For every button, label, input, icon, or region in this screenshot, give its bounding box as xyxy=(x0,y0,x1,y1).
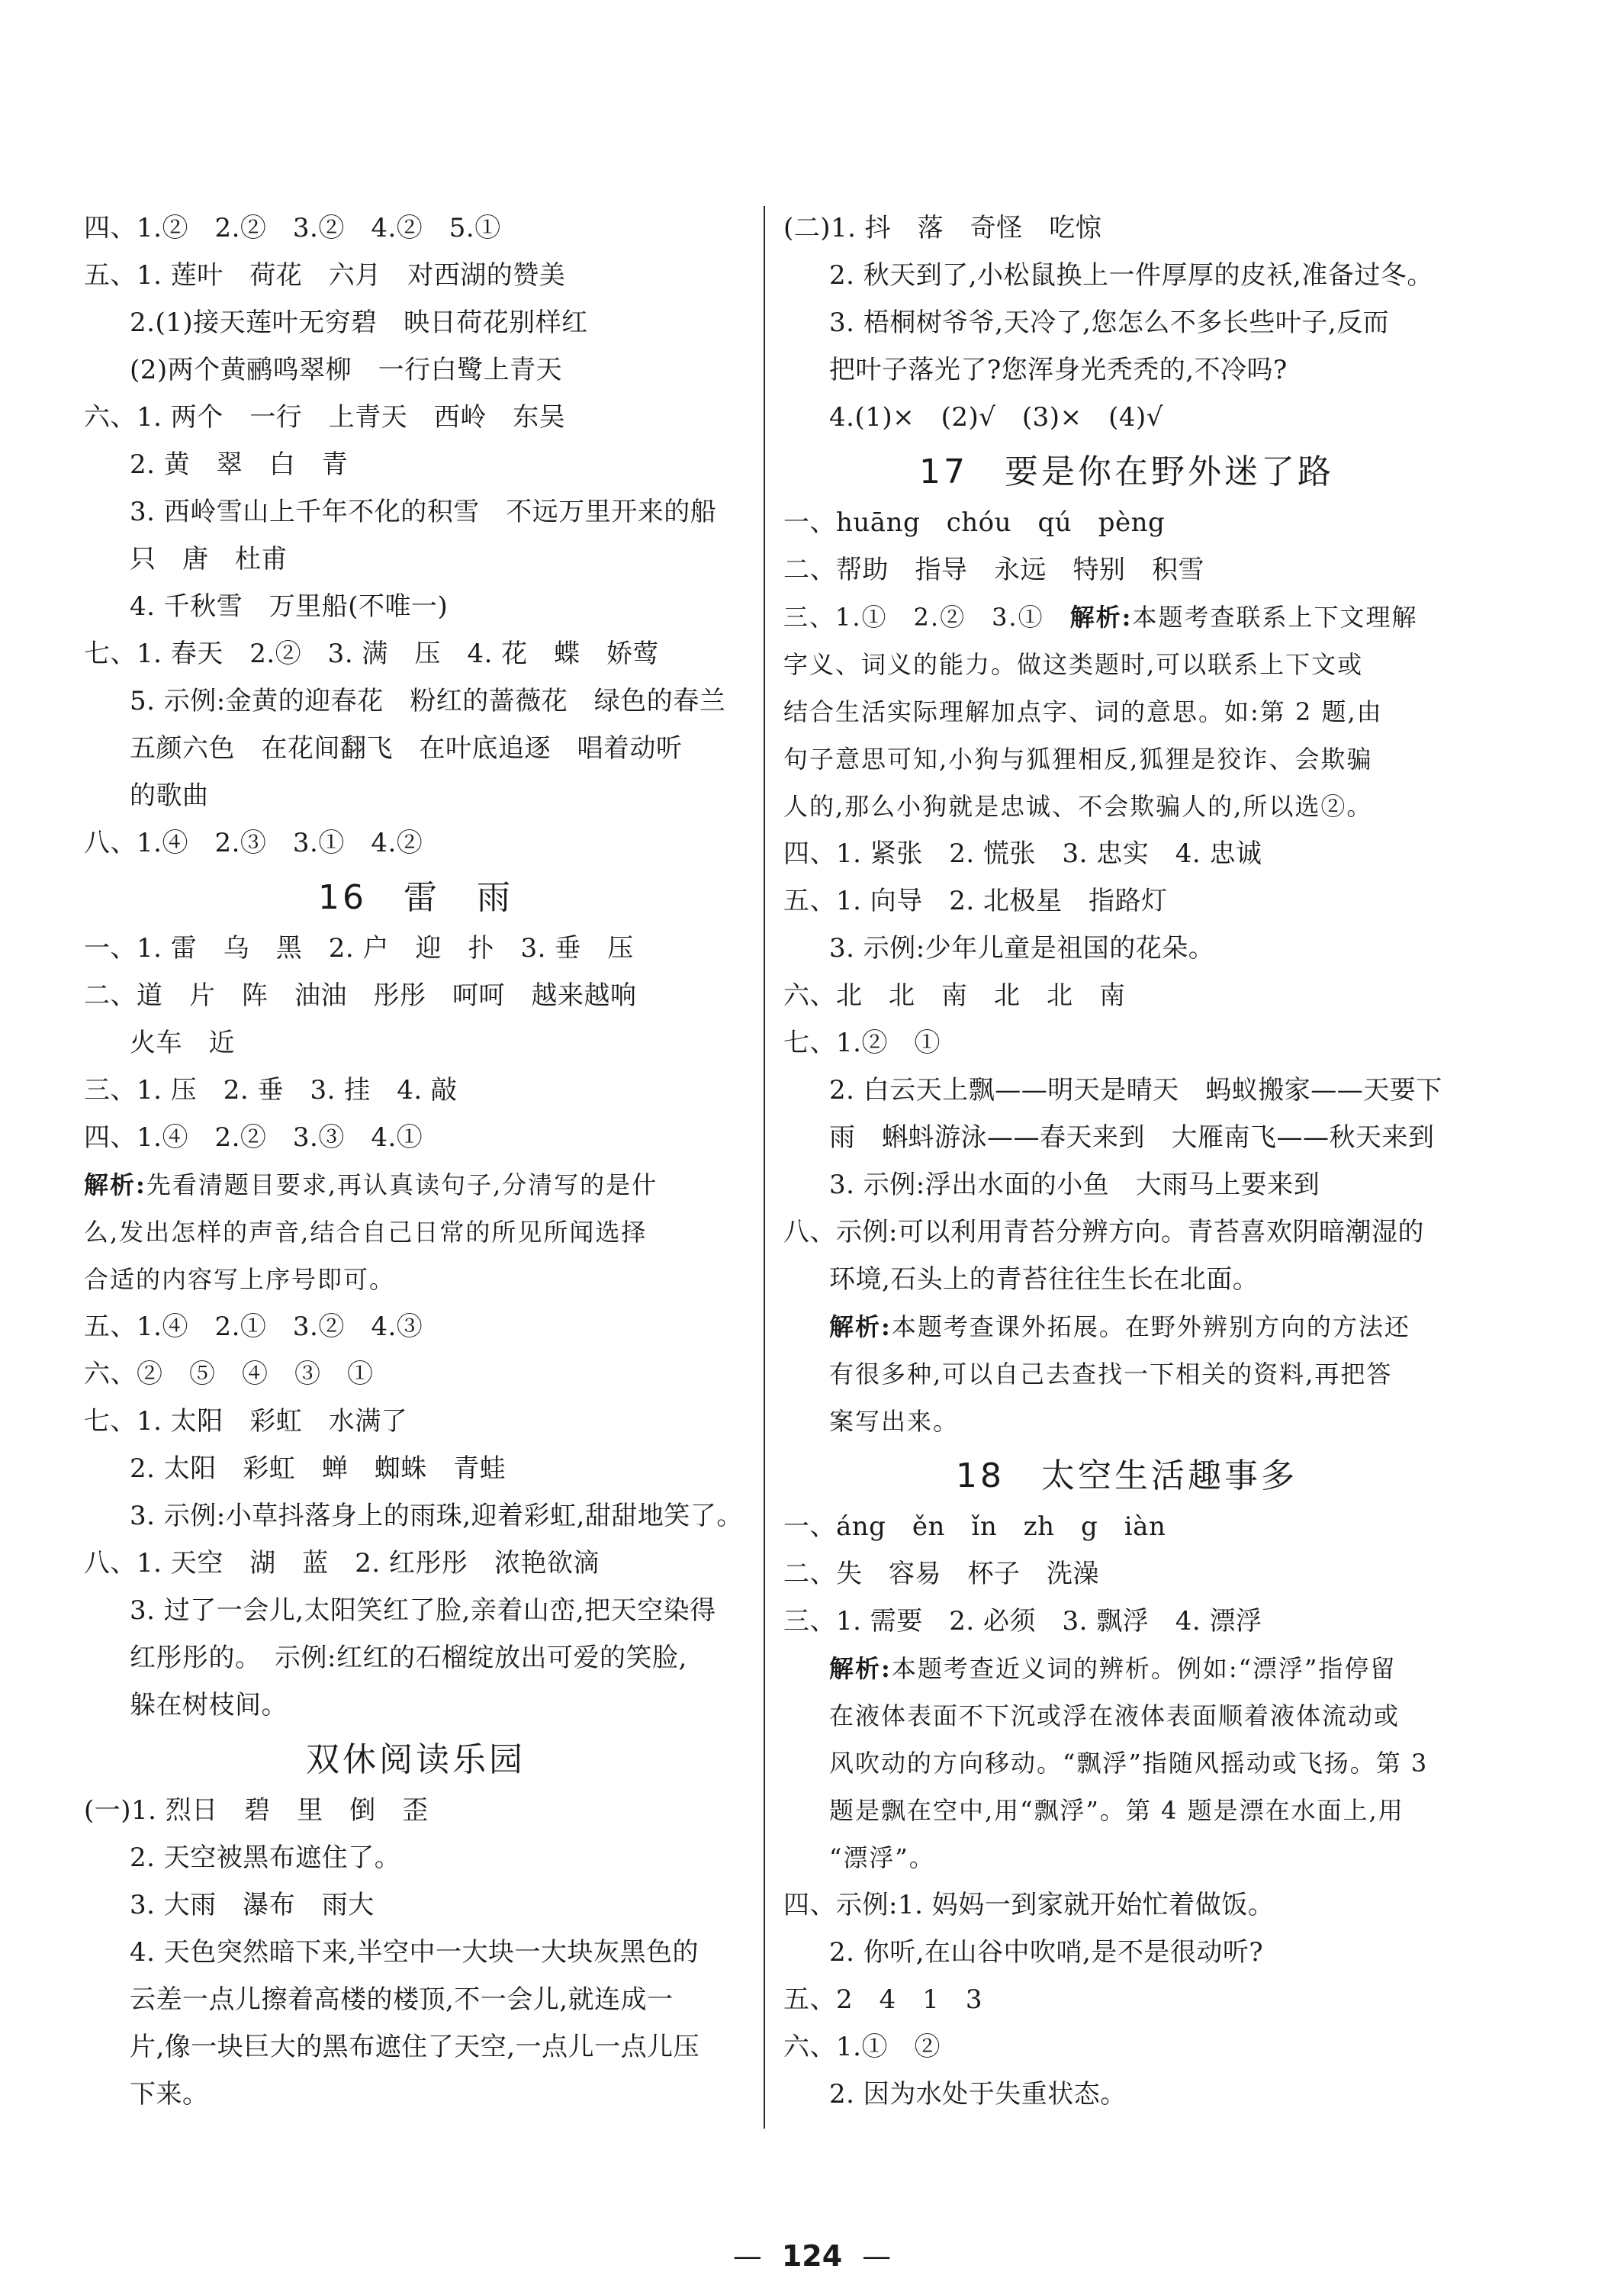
answer-line: 一、1. 雷 乌 黑 2. 户 迎 扑 3. 垂 压 xyxy=(84,933,634,964)
answer-line: (2)两个黄鹂鸣翠柳 一行白鹭上青天 xyxy=(130,355,563,385)
explanation-line: 字义、词义的能力。做这类题时,可以联系上下文或 xyxy=(783,650,1364,679)
explanation-label: 解析: xyxy=(84,1170,146,1199)
answer-line: 七、1. 春天 2.② 3. 满 压 4. 花 蝶 娇莺 xyxy=(84,639,660,669)
answer-line: 躲在树枝间。 xyxy=(130,1690,288,1720)
answer-line: 红彤彤的。 示例:红红的石榴绽放出可爱的笑脸, xyxy=(130,1643,687,1673)
explanation-line: 人的,那么小狗就是忠诚、不会欺骗人的,所以选②。 xyxy=(783,792,1373,821)
answer-line: 四、1.② 2.② 3.② 4.② 5.① xyxy=(84,213,501,243)
answer-line: 火车 近 xyxy=(130,1028,235,1058)
answer-line: 二、失 容易 杯子 洗澡 xyxy=(783,1559,1099,1589)
explanation-line: 有很多种,可以自己去查找一下相关的资料,再把答 xyxy=(829,1360,1393,1389)
answer-line: 只 唐 杜甫 xyxy=(130,544,288,574)
answer-line: 2. 你听,在山谷中吹哨,是不是很动听? xyxy=(829,1937,1264,1968)
answer-line: 2. 因为水处于失重状态。 xyxy=(829,2079,1127,2110)
answer-line: 4.(1)× (2)√ (3)× (4)√ xyxy=(829,402,1163,433)
page-number: — 124 — xyxy=(0,2239,1624,2273)
answer-line: 片,像一块巨大的黑布遮住了天空,一点儿一点儿压 xyxy=(130,2032,700,2062)
answer-line: 五颜六色 在花间翻飞 在叶底追逐 唱着动听 xyxy=(130,733,683,764)
answer-line: 3. 示例:浮出水面的小鱼 大雨马上要来到 xyxy=(829,1170,1320,1200)
answer-line: (二)1. 抖 落 奇怪 吃惊 xyxy=(783,213,1102,243)
answer-line: 七、1.② ① xyxy=(783,1028,941,1058)
answer-line: 5. 示例:金黄的迎春花 粉红的蔷薇花 绿色的春兰 xyxy=(130,686,726,716)
answer-line: 雨 蝌蚪游泳——春天来到 大雁南飞——秋天来到 xyxy=(829,1122,1435,1153)
answer-line: 三、1. 需要 2. 必须 3. 飘浮 4. 漂浮 xyxy=(783,1606,1262,1637)
answer-line: 4. 千秋雪 万里船(不唯一) xyxy=(130,591,449,622)
answer-line: (一)1. 烈日 碧 里 倒 歪 xyxy=(84,1795,429,1826)
explanation-text: 本题考查课外拓展。在野外辨别方向的方法还 xyxy=(891,1312,1410,1341)
section-title: 18 太空生活趣事多 xyxy=(956,1456,1298,1495)
explanation-line: 题是飘在空中,用“飘浮”。第 4 题是漂在水面上,用 xyxy=(829,1796,1404,1825)
explanation-line: 结合生活实际理解加点字、词的意思。如:第 2 题,由 xyxy=(783,697,1383,726)
answer-line: 四、示例:1. 妈妈一到家就开始忙着做饭。 xyxy=(783,1890,1275,1920)
answer-line: 八、1.④ 2.③ 3.① 4.② xyxy=(84,828,423,858)
answer-line: 五、1.④ 2.① 3.② 4.③ xyxy=(84,1311,423,1342)
explanation-text: 本题考查近义词的辨析。例如:“漂浮”指停留 xyxy=(891,1654,1397,1683)
answer-line: 五、1. 向导 2. 北极星 指路灯 xyxy=(783,886,1168,916)
answer-line: 六、北 北 南 北 北 南 xyxy=(783,980,1126,1011)
answer-line: 2. 白云天上飘——明天是晴天 蚂蚁搬家——天要下 xyxy=(829,1075,1442,1105)
section-title: 17 要是你在野外迷了路 xyxy=(919,452,1334,491)
explanation-line: 合适的内容写上序号即可。 xyxy=(84,1265,396,1294)
answer-line: 的歌曲 xyxy=(130,780,209,811)
answer-line: 六、② ⑤ ④ ③ ① xyxy=(84,1359,374,1389)
answer-text: 三、1.① 2.② 3.① xyxy=(783,603,1070,632)
answer-line: 云差一点儿擦着高楼的楼顶,不一会儿,就连成一 xyxy=(130,1984,674,2015)
answer-line: 七、1. 太阳 彩虹 水满了 xyxy=(84,1406,408,1437)
answer-line: 3. 西岭雪山上千年不化的积雪 不远万里开来的船 xyxy=(130,497,717,527)
explanation-line: 么,发出怎样的声音,结合自己日常的所见所闻选择 xyxy=(84,1218,648,1247)
answer-line: 3. 示例:小草抖落身上的雨珠,迎着彩虹,甜甜地笑了。 xyxy=(130,1501,743,1531)
section-title: 16 雷 雨 xyxy=(318,878,513,917)
explanation-line xyxy=(829,1303,1410,1350)
answer-line: 五、1. 莲叶 荷花 六月 对西湖的赞美 xyxy=(84,260,566,291)
answer-line: 4. 天色突然暗下来,半空中一大块一大块灰黑色的 xyxy=(130,1937,699,1968)
explanation-line: 风吹动的方向移动。“飘浮”指随风摇动或飞扬。第 3 xyxy=(829,1749,1429,1778)
answer-line: 3. 大雨 瀑布 雨大 xyxy=(130,1890,375,1920)
explanation-label: 解析: xyxy=(829,1654,892,1683)
answer-line: 四、1. 紧张 2. 慌张 3. 忠实 4. 忠诚 xyxy=(783,838,1262,869)
answer-line: 八、1. 天空 湖 蓝 2. 红彤彤 浓艳欲滴 xyxy=(84,1548,600,1579)
section-title: 双休阅读乐园 xyxy=(306,1740,526,1779)
explanation-text: 先看清题目要求,再认真读句子,分清写的是什 xyxy=(146,1170,658,1199)
explanation-label: 解析: xyxy=(829,1312,892,1341)
answer-line: 把叶子落光了?您浑身光秃秃的,不冷吗? xyxy=(829,355,1288,385)
answer-line: 四、1.④ 2.② 3.③ 4.① xyxy=(84,1122,423,1153)
explanation-line xyxy=(829,1645,1396,1692)
answer-line: 一、huāng chóu qú pèng xyxy=(783,507,1166,538)
explanation-line: 在液体表面不下沉或浮在液体表面顺着液体流动或 xyxy=(829,1701,1400,1730)
answer-line: 3. 过了一会儿,太阳笑红了脸,亲着山峦,把天空染得 xyxy=(130,1595,716,1626)
answer-line: 2. 太阳 彩虹 蝉 蜘蛛 青蛙 xyxy=(130,1453,506,1484)
answer-line: 二、道 片 阵 油油 彤彤 呵呵 越来越响 xyxy=(84,980,637,1011)
explanation-line: 案写出来。 xyxy=(829,1407,960,1436)
answer-line: 环境,石头上的青苔往往生长在北面。 xyxy=(829,1264,1259,1295)
explanation-text: 本题考查联系上下文理解 xyxy=(1132,603,1418,632)
answer-line: 二、帮助 指导 永远 特别 积雪 xyxy=(783,555,1204,585)
answer-line: 3. 示例:少年儿童是祖国的花朵。 xyxy=(829,933,1215,964)
answer-line: 2. 秋天到了,小松鼠换上一件厚厚的皮袄,准备过冬。 xyxy=(829,260,1433,291)
answer-line: 三、1. 压 2. 垂 3. 挂 4. 敲 xyxy=(84,1075,458,1105)
answer-line: 2. 天空被黑布遮住了。 xyxy=(130,1842,401,1873)
answer-line: 2.(1)接天莲叶无穷碧 映日荷花别样红 xyxy=(130,307,588,338)
explanation-line xyxy=(84,1161,658,1208)
answer-line: 一、áng ěn ǐn zh g iàn xyxy=(783,1511,1166,1542)
answer-line: 3. 梧桐树爷爷,天冷了,您怎么不多长些叶子,反而 xyxy=(829,307,1390,338)
explanation-line: “漂浮”。 xyxy=(829,1843,935,1872)
answer-line: 下来。 xyxy=(130,2079,209,2110)
explanation-line: 句子意思可知,小狗与狐狸相反,狐狸是狡诈、会欺骗 xyxy=(783,745,1373,774)
answer-line: 五、2 4 1 3 xyxy=(783,1984,983,2015)
answer-line: 六、1. 两个 一行 上青天 西岭 东吴 xyxy=(84,402,566,433)
answer-line: 八、示例:可以利用青苔分辨方向。青苔喜欢阴暗潮湿的 xyxy=(783,1217,1424,1247)
explanation-label: 解析: xyxy=(1069,603,1133,632)
explanation-line xyxy=(783,594,1417,641)
column-divider xyxy=(764,206,765,2129)
answer-line: 2. 黄 翠 白 青 xyxy=(130,449,349,480)
answer-line: 六、1.① ② xyxy=(783,2032,941,2062)
